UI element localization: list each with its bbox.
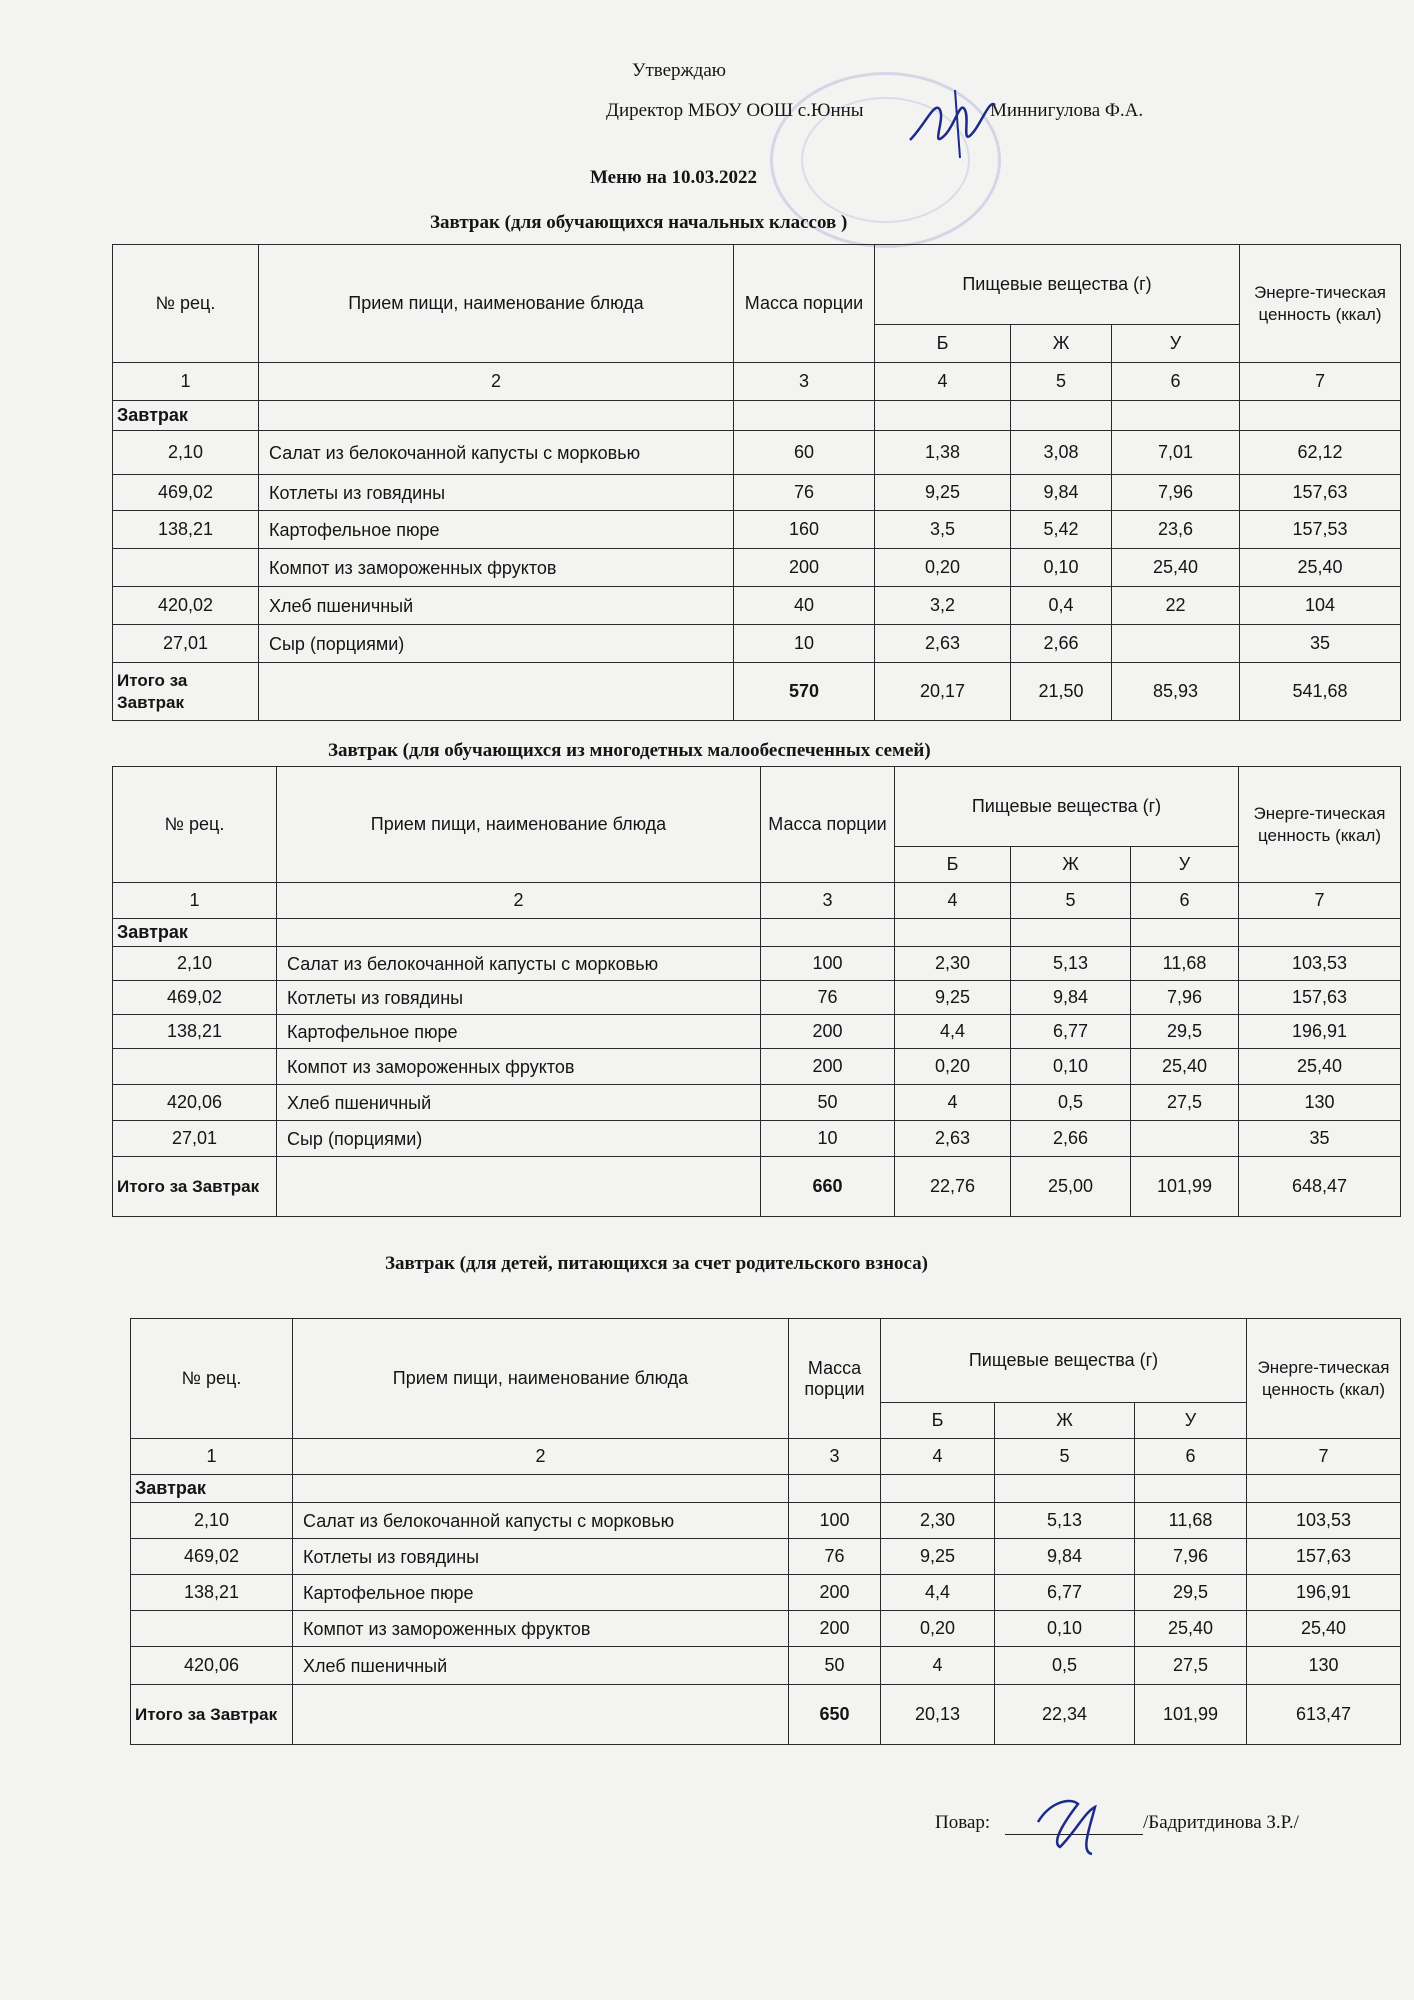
- total-mass: 660: [761, 1157, 895, 1217]
- col-number: 3: [761, 883, 895, 919]
- col-header-mass: Масса порции: [761, 767, 895, 883]
- table-row: [131, 1611, 1401, 1647]
- menu-table-1: [112, 244, 1401, 721]
- total-b: 22,76: [895, 1157, 1011, 1217]
- kcal-cell: 25,40: [1239, 1049, 1401, 1085]
- total-u: 85,93: [1112, 663, 1240, 721]
- col-header-b: Б: [881, 1403, 995, 1439]
- mass-cell: 10: [734, 625, 875, 663]
- mass-cell: 100: [789, 1503, 881, 1539]
- col-header-mass: Масса порции: [789, 1319, 881, 1439]
- total-u: 101,99: [1135, 1685, 1247, 1745]
- col-number: 6: [1135, 1439, 1247, 1475]
- table-row: [113, 625, 1401, 663]
- mass-cell: 76: [734, 475, 875, 511]
- col-number: 5: [1011, 363, 1112, 401]
- col-number: 7: [1247, 1439, 1401, 1475]
- table-row: [131, 1647, 1401, 1685]
- b-cell: 9,25: [881, 1539, 995, 1575]
- cook-label: Повар:: [935, 1812, 991, 1833]
- section-label: Завтрак: [131, 1475, 293, 1503]
- rec-cell: 138,21: [131, 1575, 293, 1611]
- dish-name: Салат из белокочанной капусты с морковью: [293, 1503, 789, 1539]
- zh-cell: 5,13: [995, 1503, 1135, 1539]
- dish-name: Сыр (порциями): [259, 625, 734, 663]
- col-header-energy: Энерге-тическая ценность (ккал): [1247, 1319, 1401, 1439]
- col-header-zh: Ж: [995, 1403, 1135, 1439]
- col-number: 3: [734, 363, 875, 401]
- b-cell: 2,30: [881, 1503, 995, 1539]
- total-mass: 570: [734, 663, 875, 721]
- total-b: 20,13: [881, 1685, 995, 1745]
- u-cell: 29,5: [1131, 1015, 1239, 1049]
- total-label: Итого за Завтрак: [113, 663, 259, 721]
- kcal-cell: 25,40: [1247, 1611, 1401, 1647]
- b-cell: 3,5: [875, 511, 1011, 549]
- col-header-meal: Прием пищи, наименование блюда: [259, 245, 734, 363]
- u-cell: 29,5: [1135, 1575, 1247, 1611]
- u-cell: 11,68: [1135, 1503, 1247, 1539]
- mass-cell: 160: [734, 511, 875, 549]
- table-row: [113, 1085, 1401, 1121]
- mass-cell: 40: [734, 587, 875, 625]
- mass-cell: 200: [734, 549, 875, 587]
- col-number: 5: [995, 1439, 1135, 1475]
- col-header-energy: Энерге-тическая ценность (ккал): [1239, 767, 1401, 883]
- total-u: 101,99: [1131, 1157, 1239, 1217]
- u-cell: [1131, 1121, 1239, 1157]
- rec-cell: 469,02: [113, 981, 277, 1015]
- b-cell: 0,20: [875, 549, 1011, 587]
- total-mass: 650: [789, 1685, 881, 1745]
- dish-name: Картофельное пюре: [277, 1015, 761, 1049]
- kcal-cell: 104: [1240, 587, 1401, 625]
- table-row: [131, 1539, 1401, 1575]
- col-number: 4: [875, 363, 1011, 401]
- col-header-rec: № рец.: [113, 245, 259, 363]
- section-label: Завтрак: [113, 919, 277, 947]
- rec-cell: 27,01: [113, 625, 259, 663]
- rec-cell: 420,06: [131, 1647, 293, 1685]
- dish-name: Хлеб пшеничный: [277, 1085, 761, 1121]
- rec-cell: 2,10: [113, 431, 259, 475]
- col-header-nutrients: Пищевые вещества (г): [881, 1319, 1247, 1403]
- kcal-cell: 35: [1239, 1121, 1401, 1157]
- table-row: [113, 587, 1401, 625]
- u-cell: 25,40: [1112, 549, 1240, 587]
- u-cell: 11,68: [1131, 947, 1239, 981]
- table-row: [113, 431, 1401, 475]
- total-kcal: 648,47: [1239, 1157, 1401, 1217]
- cook-signature: [1030, 1792, 1120, 1862]
- table-row: [113, 511, 1401, 549]
- zh-cell: 9,84: [1011, 981, 1131, 1015]
- rec-cell: [131, 1611, 293, 1647]
- mass-cell: 100: [761, 947, 895, 981]
- dish-name: Хлеб пшеничный: [293, 1647, 789, 1685]
- col-header-zh: Ж: [1011, 325, 1112, 363]
- col-header-u: У: [1131, 847, 1239, 883]
- kcal-cell: 157,63: [1240, 475, 1401, 511]
- zh-cell: 3,08: [1011, 431, 1112, 475]
- col-number: 4: [895, 883, 1011, 919]
- zh-cell: 9,84: [1011, 475, 1112, 511]
- dish-name: Салат из белокочанной капусты с морковью: [259, 431, 734, 475]
- director-signature: [900, 80, 1010, 160]
- kcal-cell: 196,91: [1239, 1015, 1401, 1049]
- u-cell: 27,5: [1131, 1085, 1239, 1121]
- rec-cell: 420,02: [113, 587, 259, 625]
- dish-name: Компот из замороженных фруктов: [293, 1611, 789, 1647]
- dish-name: Салат из белокочанной капусты с морковью: [277, 947, 761, 981]
- rec-cell: 469,02: [131, 1539, 293, 1575]
- table-row: [131, 1503, 1401, 1539]
- kcal-cell: 130: [1247, 1647, 1401, 1685]
- mass-cell: 200: [761, 1015, 895, 1049]
- menu-title: Меню на 10.03.2022: [590, 167, 758, 188]
- u-cell: [1112, 625, 1240, 663]
- kcal-cell: 196,91: [1247, 1575, 1401, 1611]
- zh-cell: 6,77: [995, 1575, 1135, 1611]
- table-row: [113, 981, 1401, 1015]
- table-row: [113, 1049, 1401, 1085]
- table-row: [113, 475, 1401, 511]
- col-number: 6: [1112, 363, 1240, 401]
- col-header-meal: Прием пищи, наименование блюда: [293, 1319, 789, 1439]
- col-number: 1: [131, 1439, 293, 1475]
- mass-cell: 10: [761, 1121, 895, 1157]
- dish-name: Картофельное пюре: [259, 511, 734, 549]
- rec-cell: 138,21: [113, 1015, 277, 1049]
- director-title: Директор МБОУ ООШ с.Юнны: [606, 100, 864, 121]
- rec-cell: 138,21: [113, 511, 259, 549]
- mass-cell: 60: [734, 431, 875, 475]
- mass-cell: 200: [789, 1575, 881, 1611]
- col-number: 1: [113, 883, 277, 919]
- u-cell: 23,6: [1112, 511, 1240, 549]
- kcal-cell: 25,40: [1240, 549, 1401, 587]
- kcal-cell: 62,12: [1240, 431, 1401, 475]
- u-cell: 7,96: [1112, 475, 1240, 511]
- total-row: [113, 663, 1401, 721]
- dish-name: Сыр (порциями): [277, 1121, 761, 1157]
- b-cell: 2,63: [875, 625, 1011, 663]
- zh-cell: 0,10: [995, 1611, 1135, 1647]
- u-cell: 25,40: [1131, 1049, 1239, 1085]
- dish-name: Хлеб пшеничный: [259, 587, 734, 625]
- b-cell: 4: [895, 1085, 1011, 1121]
- mass-cell: 50: [761, 1085, 895, 1121]
- zh-cell: 0,5: [995, 1647, 1135, 1685]
- zh-cell: 0,10: [1011, 549, 1112, 587]
- zh-cell: 2,66: [1011, 625, 1112, 663]
- mass-cell: 76: [789, 1539, 881, 1575]
- kcal-cell: 35: [1240, 625, 1401, 663]
- kcal-cell: 157,63: [1239, 981, 1401, 1015]
- table1-title: Завтрак (для обучающихся начальных классов ): [430, 212, 848, 233]
- kcal-cell: 130: [1239, 1085, 1401, 1121]
- b-cell: 4,4: [881, 1575, 995, 1611]
- col-number: 2: [277, 883, 761, 919]
- zh-cell: 0,4: [1011, 587, 1112, 625]
- rec-cell: 2,10: [113, 947, 277, 981]
- rec-cell: 27,01: [113, 1121, 277, 1157]
- kcal-cell: 103,53: [1239, 947, 1401, 981]
- col-header-nutrients: Пищевые вещества (г): [875, 245, 1240, 325]
- b-cell: 4: [881, 1647, 995, 1685]
- section-label: Завтрак: [113, 401, 259, 431]
- total-b: 20,17: [875, 663, 1011, 721]
- col-number: 6: [1131, 883, 1239, 919]
- kcal-cell: 103,53: [1247, 1503, 1401, 1539]
- col-header-meal: Прием пищи, наименование блюда: [277, 767, 761, 883]
- rec-cell: 2,10: [131, 1503, 293, 1539]
- cook-name: /Бадритдинова З.Р./: [1143, 1812, 1299, 1833]
- u-cell: 7,01: [1112, 431, 1240, 475]
- dish-name: Котлеты из говядины: [277, 981, 761, 1015]
- zh-cell: 5,13: [1011, 947, 1131, 981]
- u-cell: 7,96: [1131, 981, 1239, 1015]
- total-kcal: 613,47: [1247, 1685, 1401, 1745]
- total-row: [113, 1157, 1401, 1217]
- total-zh: 21,50: [1011, 663, 1112, 721]
- table-row: [131, 1575, 1401, 1611]
- approve-label: Утверждаю: [632, 60, 726, 81]
- table2-title: Завтрак (для обучающихся из многодетных малообеспеченных семей): [328, 740, 931, 761]
- zh-cell: 0,10: [1011, 1049, 1131, 1085]
- b-cell: 2,63: [895, 1121, 1011, 1157]
- dish-name: Компот из замороженных фруктов: [259, 549, 734, 587]
- rec-cell: 469,02: [113, 475, 259, 511]
- b-cell: 3,2: [875, 587, 1011, 625]
- b-cell: 1,38: [875, 431, 1011, 475]
- zh-cell: 0,5: [1011, 1085, 1131, 1121]
- zh-cell: 2,66: [1011, 1121, 1131, 1157]
- total-kcal: 541,68: [1240, 663, 1401, 721]
- mass-cell: 76: [761, 981, 895, 1015]
- rec-cell: [113, 549, 259, 587]
- rec-cell: 420,06: [113, 1085, 277, 1121]
- zh-cell: 6,77: [1011, 1015, 1131, 1049]
- b-cell: 9,25: [895, 981, 1011, 1015]
- col-header-rec: № рец.: [131, 1319, 293, 1439]
- total-zh: 22,34: [995, 1685, 1135, 1745]
- table-row: [113, 549, 1401, 587]
- col-header-u: У: [1112, 325, 1240, 363]
- b-cell: 0,20: [881, 1611, 995, 1647]
- b-cell: 0,20: [895, 1049, 1011, 1085]
- table-row: [113, 1121, 1401, 1157]
- col-header-b: Б: [895, 847, 1011, 883]
- zh-cell: 9,84: [995, 1539, 1135, 1575]
- col-header-mass: Масса порции: [734, 245, 875, 363]
- b-cell: 4,4: [895, 1015, 1011, 1049]
- table-row: [113, 1015, 1401, 1049]
- total-row: [131, 1685, 1401, 1745]
- col-number: 1: [113, 363, 259, 401]
- col-number: 4: [881, 1439, 995, 1475]
- total-label: Итого за Завтрак: [113, 1157, 277, 1217]
- mass-cell: 50: [789, 1647, 881, 1685]
- u-cell: 27,5: [1135, 1647, 1247, 1685]
- dish-name: Компот из замороженных фруктов: [277, 1049, 761, 1085]
- col-header-rec: № рец.: [113, 767, 277, 883]
- zh-cell: 5,42: [1011, 511, 1112, 549]
- mass-cell: 200: [789, 1611, 881, 1647]
- col-number: 7: [1239, 883, 1401, 919]
- menu-table-3: [130, 1318, 1401, 1745]
- u-cell: 7,96: [1135, 1539, 1247, 1575]
- col-number: 7: [1240, 363, 1401, 401]
- col-number: 2: [293, 1439, 789, 1475]
- dish-name: Котлеты из говядины: [259, 475, 734, 511]
- col-number: 2: [259, 363, 734, 401]
- col-header-u: У: [1135, 1403, 1247, 1439]
- col-header-nutrients: Пищевые вещества (г): [895, 767, 1239, 847]
- dish-name: Котлеты из говядины: [293, 1539, 789, 1575]
- col-header-energy: Энерге-тическая ценность (ккал): [1240, 245, 1401, 363]
- mass-cell: 200: [761, 1049, 895, 1085]
- u-cell: 25,40: [1135, 1611, 1247, 1647]
- menu-table-2: [112, 766, 1401, 1217]
- rec-cell: [113, 1049, 277, 1085]
- b-cell: 9,25: [875, 475, 1011, 511]
- col-header-zh: Ж: [1011, 847, 1131, 883]
- table3-title: Завтрак (для детей, питающихся за счет родительского взноса): [385, 1253, 929, 1274]
- col-number: 5: [1011, 883, 1131, 919]
- u-cell: 22: [1112, 587, 1240, 625]
- total-label: Итого за Завтрак: [131, 1685, 293, 1745]
- kcal-cell: 157,63: [1247, 1539, 1401, 1575]
- b-cell: 2,30: [895, 947, 1011, 981]
- director-name: Миннигулова Ф.А.: [990, 100, 1144, 121]
- kcal-cell: 157,53: [1240, 511, 1401, 549]
- dish-name: Картофельное пюре: [293, 1575, 789, 1611]
- table-row: [113, 947, 1401, 981]
- col-header-b: Б: [875, 325, 1011, 363]
- col-number: 3: [789, 1439, 881, 1475]
- total-zh: 25,00: [1011, 1157, 1131, 1217]
